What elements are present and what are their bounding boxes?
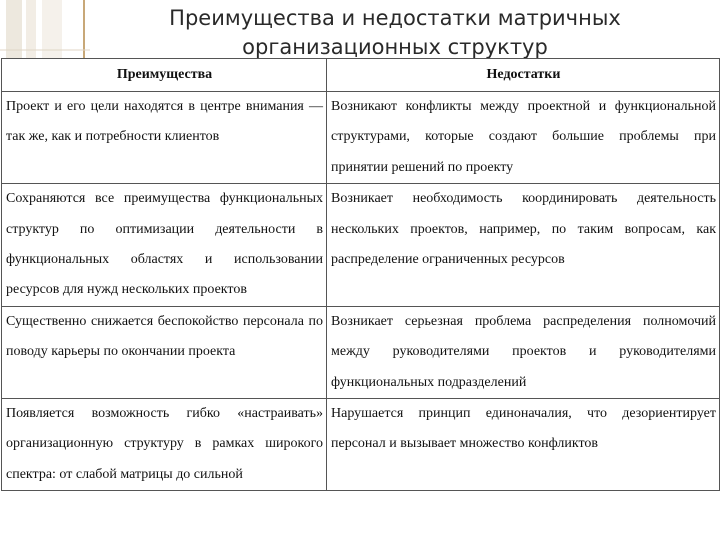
advantage-cell: Появляется возможность гибко «настраивать» организационную структуру в рамках широкого спектра: от слабой матрицы до сильной bbox=[2, 399, 327, 491]
table-row bbox=[2, 184, 720, 307]
corner-decoration bbox=[0, 0, 90, 58]
advantage-cell: Существенно снижается беспокойство персонала по поводу карьеры по окончании проекта bbox=[2, 306, 327, 398]
table-row bbox=[2, 92, 720, 184]
advantage-cell: Проект и его цели находятся в центре внимания — так же, как и потребности клиентов bbox=[2, 92, 327, 184]
comparison-table bbox=[1, 58, 720, 491]
table-row bbox=[2, 399, 720, 491]
disadvantage-cell: Нарушается принцип единоначалия, что дезориентирует персонал и вызывает множество конфликтов bbox=[327, 399, 720, 491]
table-header-row bbox=[2, 59, 720, 92]
advantage-cell: Сохраняются все преимущества функциональных структур по оптимизации деятельности в функциональных областях и использовании ресурсов для нужд нескольких проектов bbox=[2, 184, 327, 307]
header-disadvantages: Недостатки bbox=[327, 59, 720, 92]
disadvantage-cell: Возникает необходимость координировать деятельность нескольких проектов, например, по таким вопросам, как распределение ограниченных ресурсов bbox=[327, 184, 720, 307]
table-row bbox=[2, 306, 720, 398]
disadvantage-cell: Возникают конфликты между проектной и функциональной структурами, которые создают большие проблемы при принятии решений по проекту bbox=[327, 92, 720, 184]
page-title: Преимущества и недостатки матричных организационных структур bbox=[169, 6, 621, 59]
header-advantages: Преимущества bbox=[2, 59, 327, 92]
disadvantage-cell: Возникает серьезная проблема распределения полномочий между руководителями проектов и руководителями функциональных подразделений bbox=[327, 306, 720, 398]
